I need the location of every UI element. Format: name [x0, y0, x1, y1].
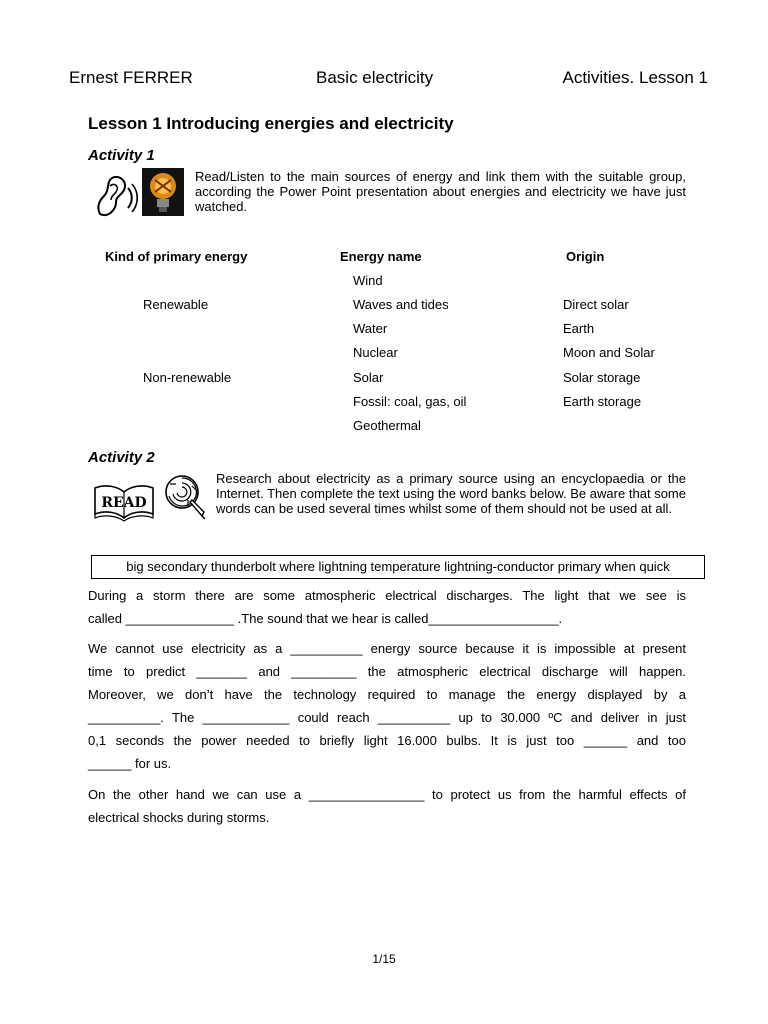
paragraph-line: During a storm there are some atmospheric electrical discharges. The light that we see is — [88, 588, 686, 603]
paragraph-line: Moreover, we don’t have the technology required to manage the energy displayed by a — [88, 687, 686, 702]
light-bulb-idea-icon — [142, 168, 184, 216]
energy-name-item: Wind — [353, 273, 383, 288]
paragraph-energy-source — [88, 637, 686, 775]
paragraph-line: 0,1 seconds the power needed to briefly light 16.000 bulbs. It is just too ______ and too — [88, 733, 686, 748]
kind-non-renewable: Non-renewable — [143, 370, 232, 385]
energy-name-item: Water — [353, 321, 388, 336]
origin-item: Moon and Solar — [563, 345, 655, 360]
page-number: 1/15 — [372, 952, 396, 966]
maze-pencil-icon — [162, 472, 206, 520]
activity1-instructions: Read/Listen to the main sources of energy and link them with the suitable group, according the Power Point presentation about energies and electricity we have just watched. — [195, 169, 686, 214]
energy-name-item: Solar — [353, 370, 384, 385]
energy-name-item: Nuclear — [353, 345, 398, 360]
activity1-title: Activity 1 — [88, 147, 155, 164]
paragraph-line: We cannot use electricity as a __________ energy source because it is impossible at present — [88, 641, 686, 656]
paragraph-line: time to predict _______ and _________ the atmospheric electrical discharge will happen. — [88, 664, 686, 679]
paragraph-storm — [88, 584, 686, 630]
paragraph-line: electrical shocks during storms. — [88, 810, 270, 825]
energy-name-item: Fossil: coal, gas, oil — [353, 394, 467, 409]
ear-listen-icon — [94, 174, 138, 220]
open-book-read-icon — [91, 480, 157, 522]
table-header-kind: Kind of primary energy — [105, 249, 248, 264]
origin-item: Solar storage — [563, 370, 641, 385]
book-label: READ — [101, 495, 147, 511]
activity2-instructions: Research about electricity as a primary source using an encyclopaedia or the Internet. Then complete the text using the word banks below. Be aware that some words can be used several times whilst some of them should not be used at all. — [216, 471, 686, 516]
paragraph-line: On the other hand we can use a ________________ to protect us from the harmful effects of — [88, 787, 686, 802]
activity2-title: Activity 2 — [88, 449, 155, 466]
header-author: Ernest FERRER — [69, 68, 193, 87]
energy-name-item: Geothermal — [353, 418, 421, 433]
origin-item: Earth storage — [563, 394, 642, 409]
header-subject: Basic electricity — [316, 68, 434, 87]
table-header-energy-name: Energy name — [340, 249, 422, 264]
origin-item: Direct solar — [563, 297, 629, 312]
header-section: Activities. Lesson 1 — [562, 68, 708, 87]
word-bank: big secondary thunderbolt where lightning temperature lightning-conductor primary when quick — [91, 555, 705, 579]
paragraph-line: called _______________ .The sound that we hear is called__________________. — [88, 611, 563, 626]
table-header-origin: Origin — [566, 249, 605, 264]
paragraph-line: __________. The ____________ could reach __________ up to 30.000 ºC and deliver in just — [88, 710, 686, 725]
lesson-title: Lesson 1 Introducing energies and electricity — [88, 114, 454, 133]
paragraph-line: ______ for us. — [88, 756, 172, 771]
energy-name-item: Waves and tides — [353, 297, 449, 312]
origin-item: Earth — [563, 321, 595, 336]
kind-renewable: Renewable — [143, 297, 209, 312]
paragraph-lightning-conductor — [88, 783, 686, 829]
